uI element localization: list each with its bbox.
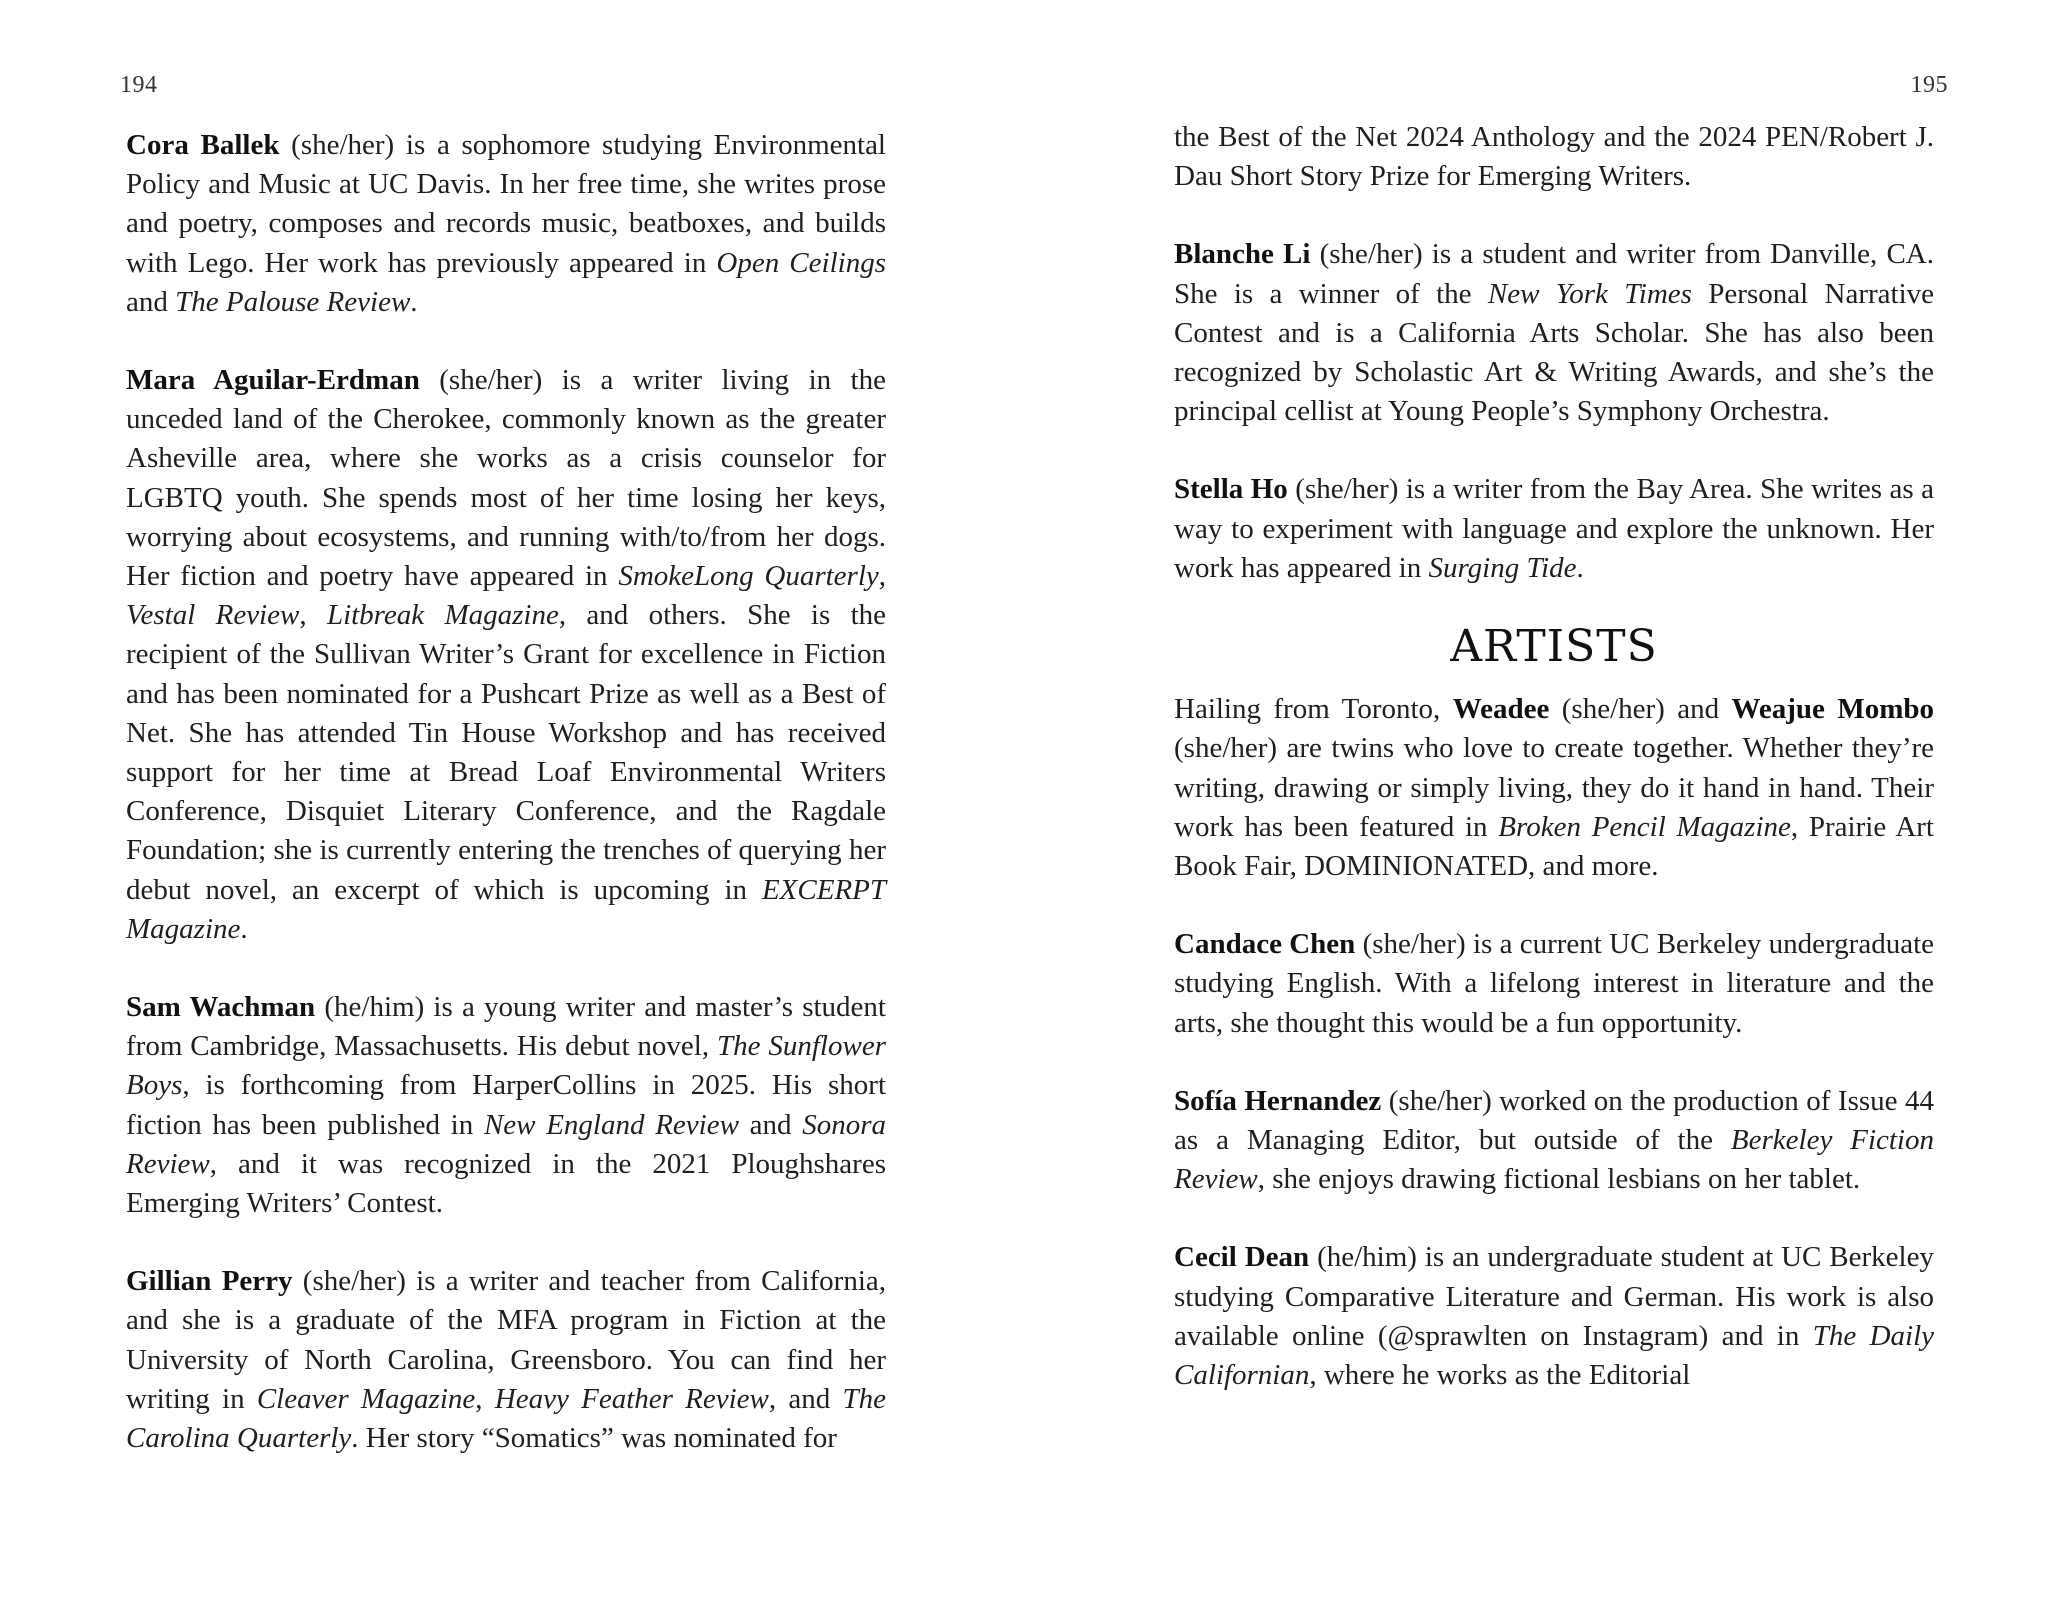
contributor-name: Weajue Mombo (1731, 693, 1934, 726)
bio-text: , where he works as the Editorial (1309, 1359, 1691, 1392)
bio-text: (she/her) is a student and writer from Danville, CA. She is a winner of the (1174, 238, 1934, 310)
bio-text: , is forthcoming from HarperCollins in 2025. His short fiction has been published in (126, 1069, 886, 1141)
contributor-name: Gillian Perry (126, 1265, 293, 1298)
contributor-name: Sam Wachman (126, 991, 316, 1024)
contributor-name: Mara Aguilar-Erdman (126, 364, 420, 397)
bio-text: (she/her) is a current UC Berkeley undergraduate studying English. With a lifelong interest in literature and the arts, she thought this would be a fun opportunity. (1174, 928, 1935, 1039)
publication-title: New York Times (1487, 277, 1692, 310)
artist-bio (1174, 1238, 1934, 1395)
contributor-bio (1174, 235, 1934, 431)
artist-bio (1174, 925, 1934, 1043)
bio-text: (he/him) is a young writer and master’s student from Cambridge, Massachusetts. His debut novel, (126, 991, 886, 1063)
contributor-name: Cora Ballek (126, 129, 280, 161)
publication-title: New England Review (483, 1108, 739, 1141)
bio-text: and (126, 285, 176, 318)
publication-title: Vestal Review (126, 599, 300, 632)
contributor-bios-column (1174, 118, 1934, 1434)
page-number: 194 (120, 72, 158, 98)
publication-title: Heavy Feather Review (494, 1382, 769, 1415)
bio-text: , Prairie Art Book Fair, DOMINIONATED, and more. (1174, 810, 1934, 883)
bio-text: (she/her) are twins who love to create together. Whether they’re writing, drawing or simply living, they do it hand in hand. Their work has been featured in (1174, 732, 1934, 843)
contributor-bio (126, 126, 886, 322)
publication-title: EXCERPT Magazine (126, 873, 886, 945)
bio-text: (she/her) and (1549, 693, 1732, 726)
publication-title: Sonora Review (126, 1108, 886, 1180)
contributor-bio (1174, 118, 1934, 196)
bio-text: (she/her) worked on the production of Issue 44 as a Managing Editor, but outside of the (1174, 1084, 1934, 1157)
publication-title: The Sunflower Boys (126, 1030, 886, 1102)
bio-text: (she/her) is a writer and teacher from California, and she is a graduate of the MFA program in Fiction at the University of North Carolina, Greensboro. You can find her writing in (126, 1265, 887, 1415)
contributor-name: Weadee (1452, 693, 1550, 726)
artist-bio (1174, 690, 1934, 886)
bio-text: . Her story “Somatics” was nominated for (351, 1422, 837, 1455)
bio-text: the Best of the Net 2024 Anthology and the 2024 PEN/Robert J. Dau Short Story Prize for Emerging Writers. (1174, 121, 1934, 193)
bio-text: . (410, 285, 418, 318)
publication-title: Berkeley Fiction Review (1174, 1124, 1934, 1196)
bio-text: . (1576, 551, 1584, 584)
bio-text: , and others. She is the recipient of the Sullivan Writer’s Grant for excellence in Fiction and has been nominated for a Pushcart Prize as well as a Best of Net. She has attended Tin House Workshop and has received support for her time at Bread Loaf Environmental Writers Conference, Disquiet Literary Conference, and the Ragdale Foundation; she is currently entering the trenches of querying her debut novel, an excerpt of which is upcoming in (126, 599, 887, 906)
bio-text: and (738, 1108, 803, 1141)
contributor-name: Blanche Li (1174, 238, 1311, 271)
publication-title: Surging Tide (1428, 551, 1577, 584)
publication-title: Broken Pencil Magazine (1498, 810, 1791, 843)
bio-text: , and it was recognized in the 2021 Ploughshares Emerging Writers’ Contest. (126, 1147, 886, 1220)
artist-bio (1174, 1082, 1934, 1200)
bio-text: (she/her) is a writer from the Bay Area. She writes as a way to experiment with language and explore the unknown. Her work has appeared in (1174, 473, 1934, 584)
bio-text: , and (768, 1382, 843, 1415)
section-heading-artists: ARTISTS (1450, 621, 1658, 673)
contributor-bio (126, 988, 886, 1223)
page-number: 195 (1910, 72, 1948, 98)
publication-title: Open Ceilings (716, 246, 886, 279)
publication-title: The Palouse Review (175, 285, 411, 318)
publication-title: Cleaver Magazine (256, 1382, 476, 1415)
right-page (1024, 0, 2048, 1598)
contributor-bio (126, 1262, 886, 1458)
bio-text: , (299, 599, 327, 632)
bio-text: (she/her) is a writer living in the unceded land of the Cherokee, commonly known as the greater Asheville area, where she works as a crisis counselor for LGBTQ youth. She spends most of her time losing her keys, worrying about ecosystems, and running with/to/from her dogs. Her fiction and poetry have appeared in (126, 364, 886, 593)
contributor-name: Cecil Dean (1174, 1241, 1310, 1274)
contributor-name: Stella Ho (1174, 473, 1288, 506)
contributor-bios-column (126, 126, 886, 1497)
bio-text: (she/her) is a sophomore studying Environmental Policy and Music at UC Davis. In her free time, she writes prose and poetry, composes and records music, beatboxes, and builds with Lego. Her work has previously appeared in (126, 129, 886, 279)
contributor-bio (126, 361, 886, 949)
bio-text: Hailing from Toronto, (1174, 693, 1453, 726)
publication-title: SmokeLong Quarterly (618, 560, 879, 593)
bio-text: , she enjoys drawing fictional lesbians on her tablet. (1257, 1163, 1861, 1196)
contributor-name: Candace Chen (1174, 928, 1356, 961)
bio-text: . (240, 912, 248, 945)
bio-text: , (878, 560, 886, 593)
publication-title: The Carolina Quarterly (126, 1382, 887, 1455)
contributor-name: Sofía Hernandez (1174, 1084, 1382, 1117)
bio-text: (he/him) is an undergraduate student at UC Berkeley studying Comparative Literature and German. His work is also available online (@sprawlten on Instagram) and in (1174, 1241, 1934, 1352)
bio-text: , (475, 1382, 495, 1415)
bio-text: Personal Narrative Contest and is a California Arts Scholar. She has also been recognized by Scholastic Art & Writing Awards, and she’s the principal cellist at Young People’s Symphony Orchestra. (1174, 277, 1934, 428)
publication-title: Litbreak Magazine (326, 599, 559, 632)
publication-title: The Daily Californian (1174, 1319, 1934, 1392)
contributor-bio (1174, 470, 1934, 588)
